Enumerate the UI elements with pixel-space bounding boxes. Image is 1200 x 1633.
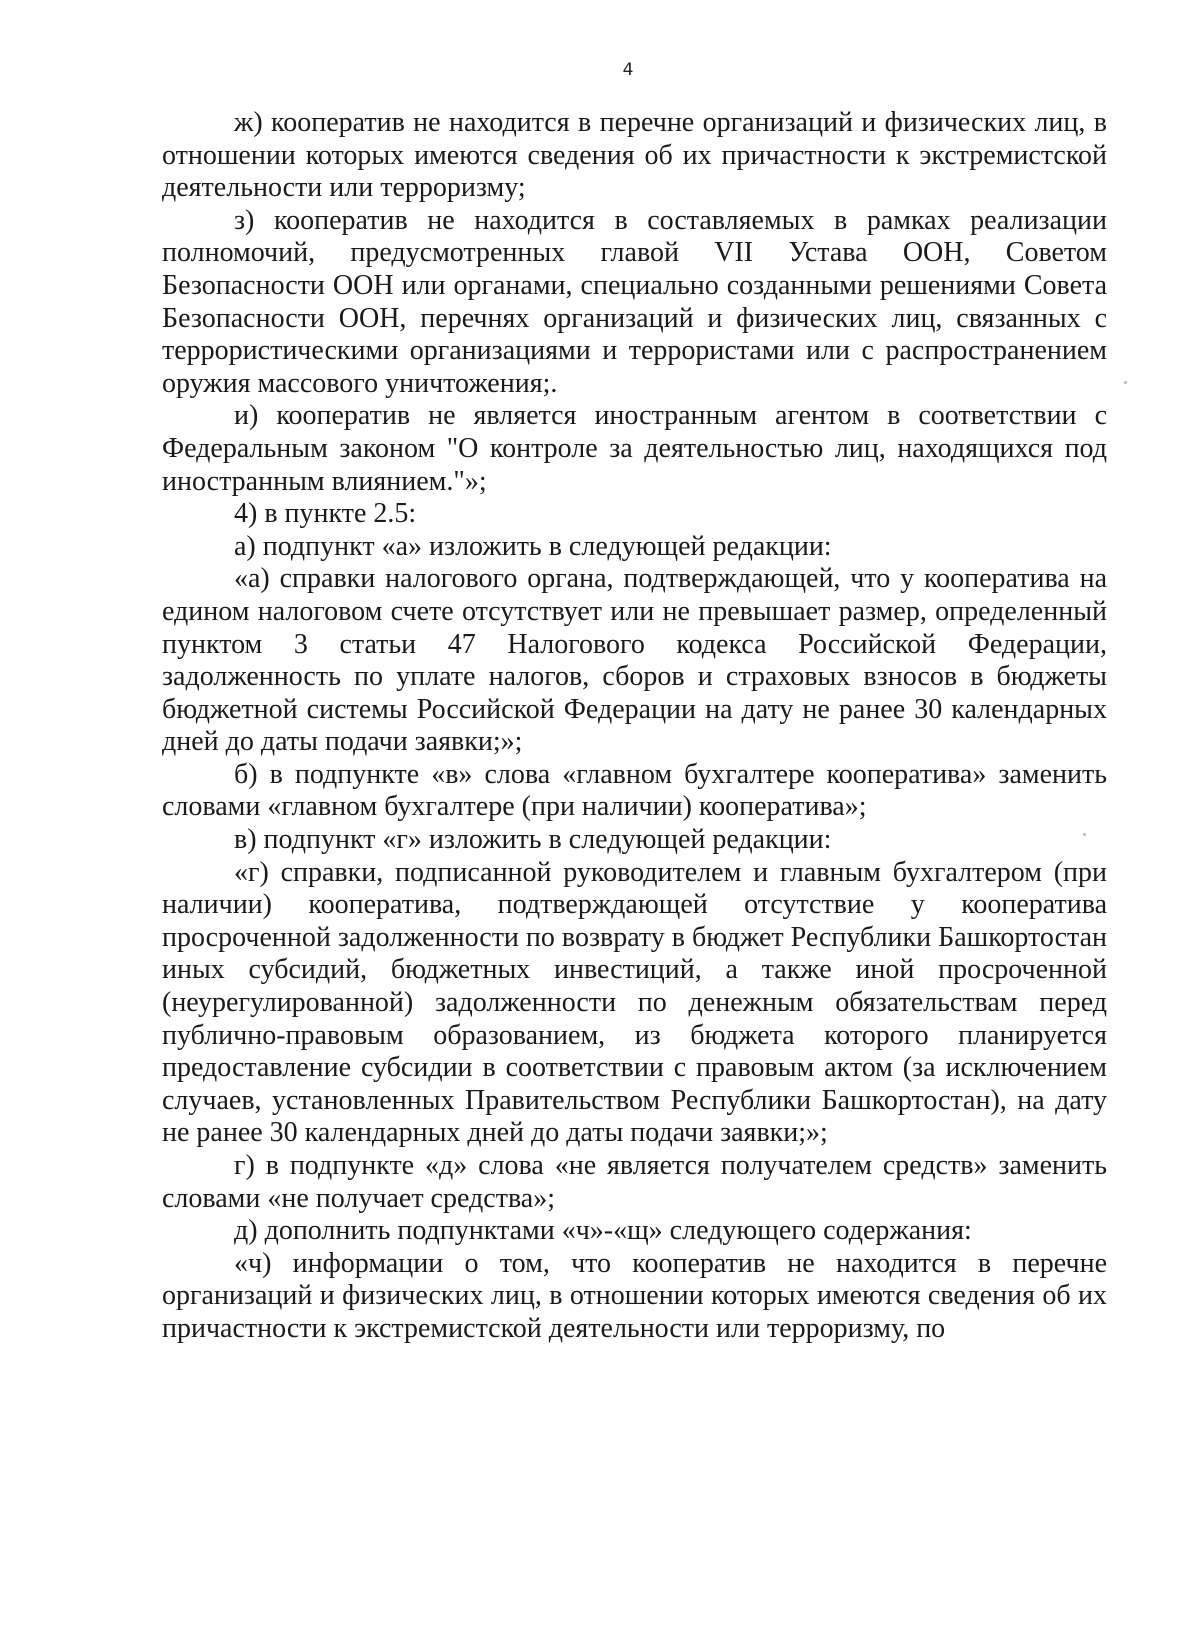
paragraph-sub-v: в) подпункт «г» изложить в следующей редакции: <box>234 824 832 856</box>
page-number: 4 <box>622 60 634 80</box>
paragraph-sub-b: б) в подпункте «в» слова «главном бухгалтере кооператива» заменить словами «главном бухгалтере (при наличии) кооператива»; <box>162 758 1107 823</box>
paragraph-quote-a: «а) справки налогового органа, подтверждающей, что у кооператива на едином налоговом счете отсутствует или не превышает размер, определенный пунктом 3 статьи 47 Налогового кодекса Российской Федерации, задолженность по уплате налогов, сборов и страховых взносов в бюджеты бюджетной системы Российской Федерации на дату не ранее 30 календарных дней до даты подачи заявки;»; <box>162 563 1107 758</box>
scan-speck <box>1124 381 1127 384</box>
paragraph-sub-d: д) дополнить подпунктами «ч»-«щ» следующего содержания: <box>234 1215 972 1247</box>
paragraph-quote-g: «г) справки, подписанной руководителем и главным бухгалтером (при наличии) кооператива, подтверждающей отсутствие у кооператива просроченной задолженности по возврату в бюджет Республики Башкортостан иных субсидий, бюджетных инвестиций, а также иной просроченной (неурегулированной) задолженности по денежным обязательствам перед публично-правовым образованием, из бюджета которого планируется предоставление субсидии в соответствии с правовым актом (за исключением случаев, установленных Правительством Республики Башкортостан), на дату не ранее 30 календарных дней до даты подачи заявки;»; <box>162 856 1107 1149</box>
document-body <box>162 107 1107 1346</box>
paragraph-i: и) кооператив не является иностранным агентом в соответствии с Федеральным законом "О контроле за деятельностью лиц, находящихся под иностранным влиянием."»; <box>162 400 1107 497</box>
scan-speck <box>1083 833 1086 836</box>
paragraph-item-4: 4) в пункте 2.5: <box>234 498 417 530</box>
paragraph-z: з) кооператив не находится в составляемых в рамках реализации полномочий, предусмотренных главой VII Устава ООН, Советом Безопасности ООН или органами, специально созданными решениями Совета Безопасности ООН, перечнях организаций и физических лиц, связанных с террористическими организациями и террористами или с распространением оружия массового уничтожения;. <box>162 204 1107 399</box>
paragraph-sub-a: а) подпункт «а» изложить в следующей редакции: <box>234 530 832 562</box>
paragraph-quote-ch: «ч) информации о том, что кооператив не находится в перечне организаций и физических лиц, в отношении которых имеются сведения об их причастности к экстремистской деятельности или терроризму, по <box>162 1247 1107 1344</box>
paragraph-sub-g: г) в подпункте «д» слова «не является получателем средств» заменить словами «не получает средства»; <box>162 1150 1107 1214</box>
paragraph-zh: ж) кооператив не находится в перечне организаций и физических лиц, в отношении которых имеются сведения об их причастности к экстремистской деятельности или терроризму; <box>162 107 1107 204</box>
